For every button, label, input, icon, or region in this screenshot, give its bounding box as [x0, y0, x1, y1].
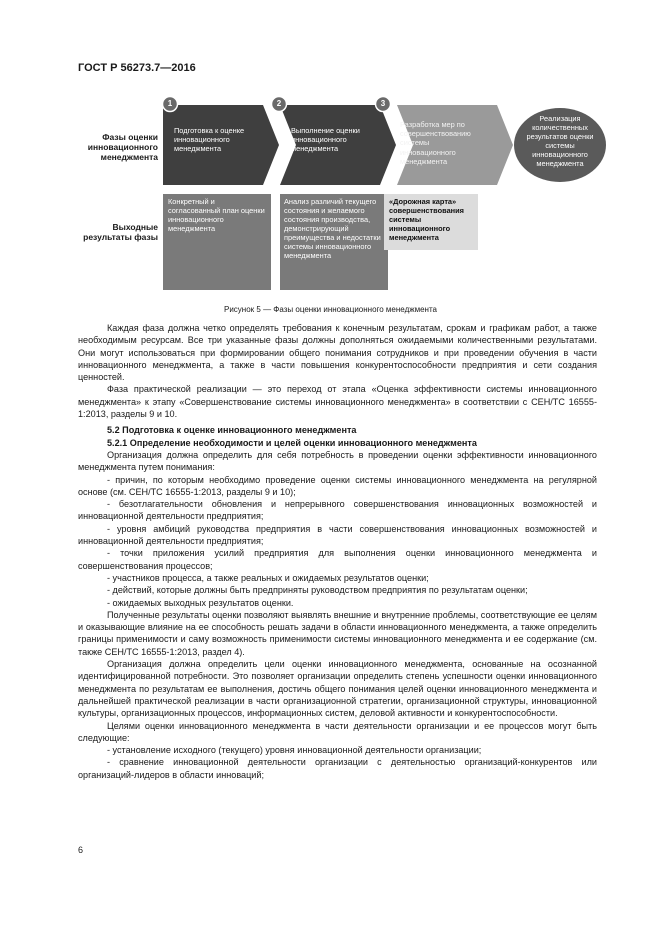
list-item: - точки приложения усилий предприятия для выполнения оценки инновационного менеджмента и совершенствования процессов; — [78, 548, 597, 571]
paragraph-1: Каждая фаза должна четко определять требования к конечным результатам, срокам и графикам работ, а также необходимым ресурсам. Все три указанные фазы должны дополняться ожидаемыми количественными результатами. Они могут использоваться при формировании общего понимания сотрудников и при проведении обучения в части инновационного менеджмента, а также в части повышения конкурентоспособности предприятия и сети создания ценностей. — [78, 323, 597, 383]
output-2-text: Анализ различий текущего состояния и желаемого состояния производства, демонстрирующий преимущества и недостатки системы инновационного менеджмента — [284, 197, 381, 260]
row-label-phases: Фазы оценки инновационного менеджмента — [87, 132, 158, 162]
figure-caption: Рисунок 5 — Фазы оценки инновационного менеджмента — [224, 305, 437, 314]
phase-2-number: 2 — [276, 99, 282, 108]
paragraph-3: Организация должна определить для себя потребность в проведении оценки эффективности инновационного менеджмента путем понимания: — [78, 449, 597, 473]
paragraph-5: Организация должна определить цели оценки инновационного менеджмента, основанные на осознанной идентифицированной потребности. Это позволяет организации определить степень успешности оценки инновационного менеджмента по результатам ее выполнения, достичь общего понимания целей оценки инновационного менеджмента и дальнейшей практической реализации в части организационной стратегии, организационной структуры, инновационной культуры, организационных процессов, информационных систем, деловой активности и конкурентоспособности. — [78, 659, 597, 719]
page-number: 6 — [78, 845, 84, 855]
phase-2-text: Выполнение оценки инновационного менеджмента — [291, 126, 360, 154]
paragraph-6: Целями оценки инновационного менеджмента в части деятельности организации и ее процессов могут быть следующие: — [78, 720, 597, 743]
list-item: - установление исходного (текущего) уровня инновационной деятельности организации; — [107, 745, 482, 756]
list-item: - безотлагательности обновления и непрерывного совершенствования инновационных возможностей и инновационной деятельности предприятия; — [78, 499, 597, 522]
list-item: - уровня амбиций руководства предприятия в части совершенствования инновационных возможностей и инновационной деятельности предприятия; — [78, 523, 597, 547]
paragraph-2: Фаза практической реализации — это переход от этапа «Оценка эффективности системы инновационного менеджмента» к этапу «Совершенствование системы инновационного менеджмента» в соответствии с СЕН/ТС 16555-1:2013, разделы 9 и 10. — [78, 384, 597, 420]
list-item: - ожидаемых выходных результатов оценки. — [107, 597, 294, 608]
phase-1-number: 1 — [167, 99, 173, 108]
section-5-2-heading: 5.2 Подготовка к оценке инновационного менеджмента — [107, 425, 357, 436]
phase-3-number: 3 — [380, 99, 386, 108]
list-item: - сравнение инновационной деятельности организации с деятельностью организаций-конкурентов или организаций-лидеров в области инноваций; — [78, 757, 597, 780]
list-item: - действий, которые должны быть предприняты руководством предприятия по результатам оценки; — [107, 585, 528, 596]
paragraph-4: Полученные результаты оценки позволяют выявлять внешние и внутренние проблемы, соответствующие ее целям и оказывающие влияние на ее способность решать задачи в области инновационного менеджмента, а также определить границы применимости и саму возможность применимости системы инновационного менеджмента и ее содержание (см. также СЕН/ТС 16555-1:2013, раздел 4). — [78, 609, 597, 657]
section-5-2-1-heading: 5.2.1 Определение необходимости и целей оценки инновационного менеджмента — [107, 437, 477, 448]
document-header: ГОСТ Р 56273.7—2016 — [78, 62, 196, 74]
list-item: - причин, по которым необходимо проведение оценки системы инновационного менеджмента на регулярной основе (см. СЕН/ТС 16555-1:2013, разделы 9 и 10); — [78, 474, 597, 497]
row-label-outputs: Выходные результаты фазы — [83, 222, 158, 242]
phase-1-text: Подготовка к оценке инновационного менеджмента — [174, 126, 245, 154]
body-text — [78, 322, 597, 781]
list-item: - участников процесса, а также реальных и ожидаемых результатов оценки; — [107, 572, 429, 583]
output-3-text: «Дорожная карта» совершенствования системы инновационного менеджмента — [389, 197, 464, 242]
phase-4-text: Реализация количественных результатов оценки системы инновационного менеджмента — [526, 114, 594, 168]
output-1-text: Конкретный и согласованный план оценки инновационного менеджмента — [168, 197, 265, 233]
phase-3-text: Разработка мер по совершенствованию системы инновационного менеджмента — [400, 120, 471, 166]
